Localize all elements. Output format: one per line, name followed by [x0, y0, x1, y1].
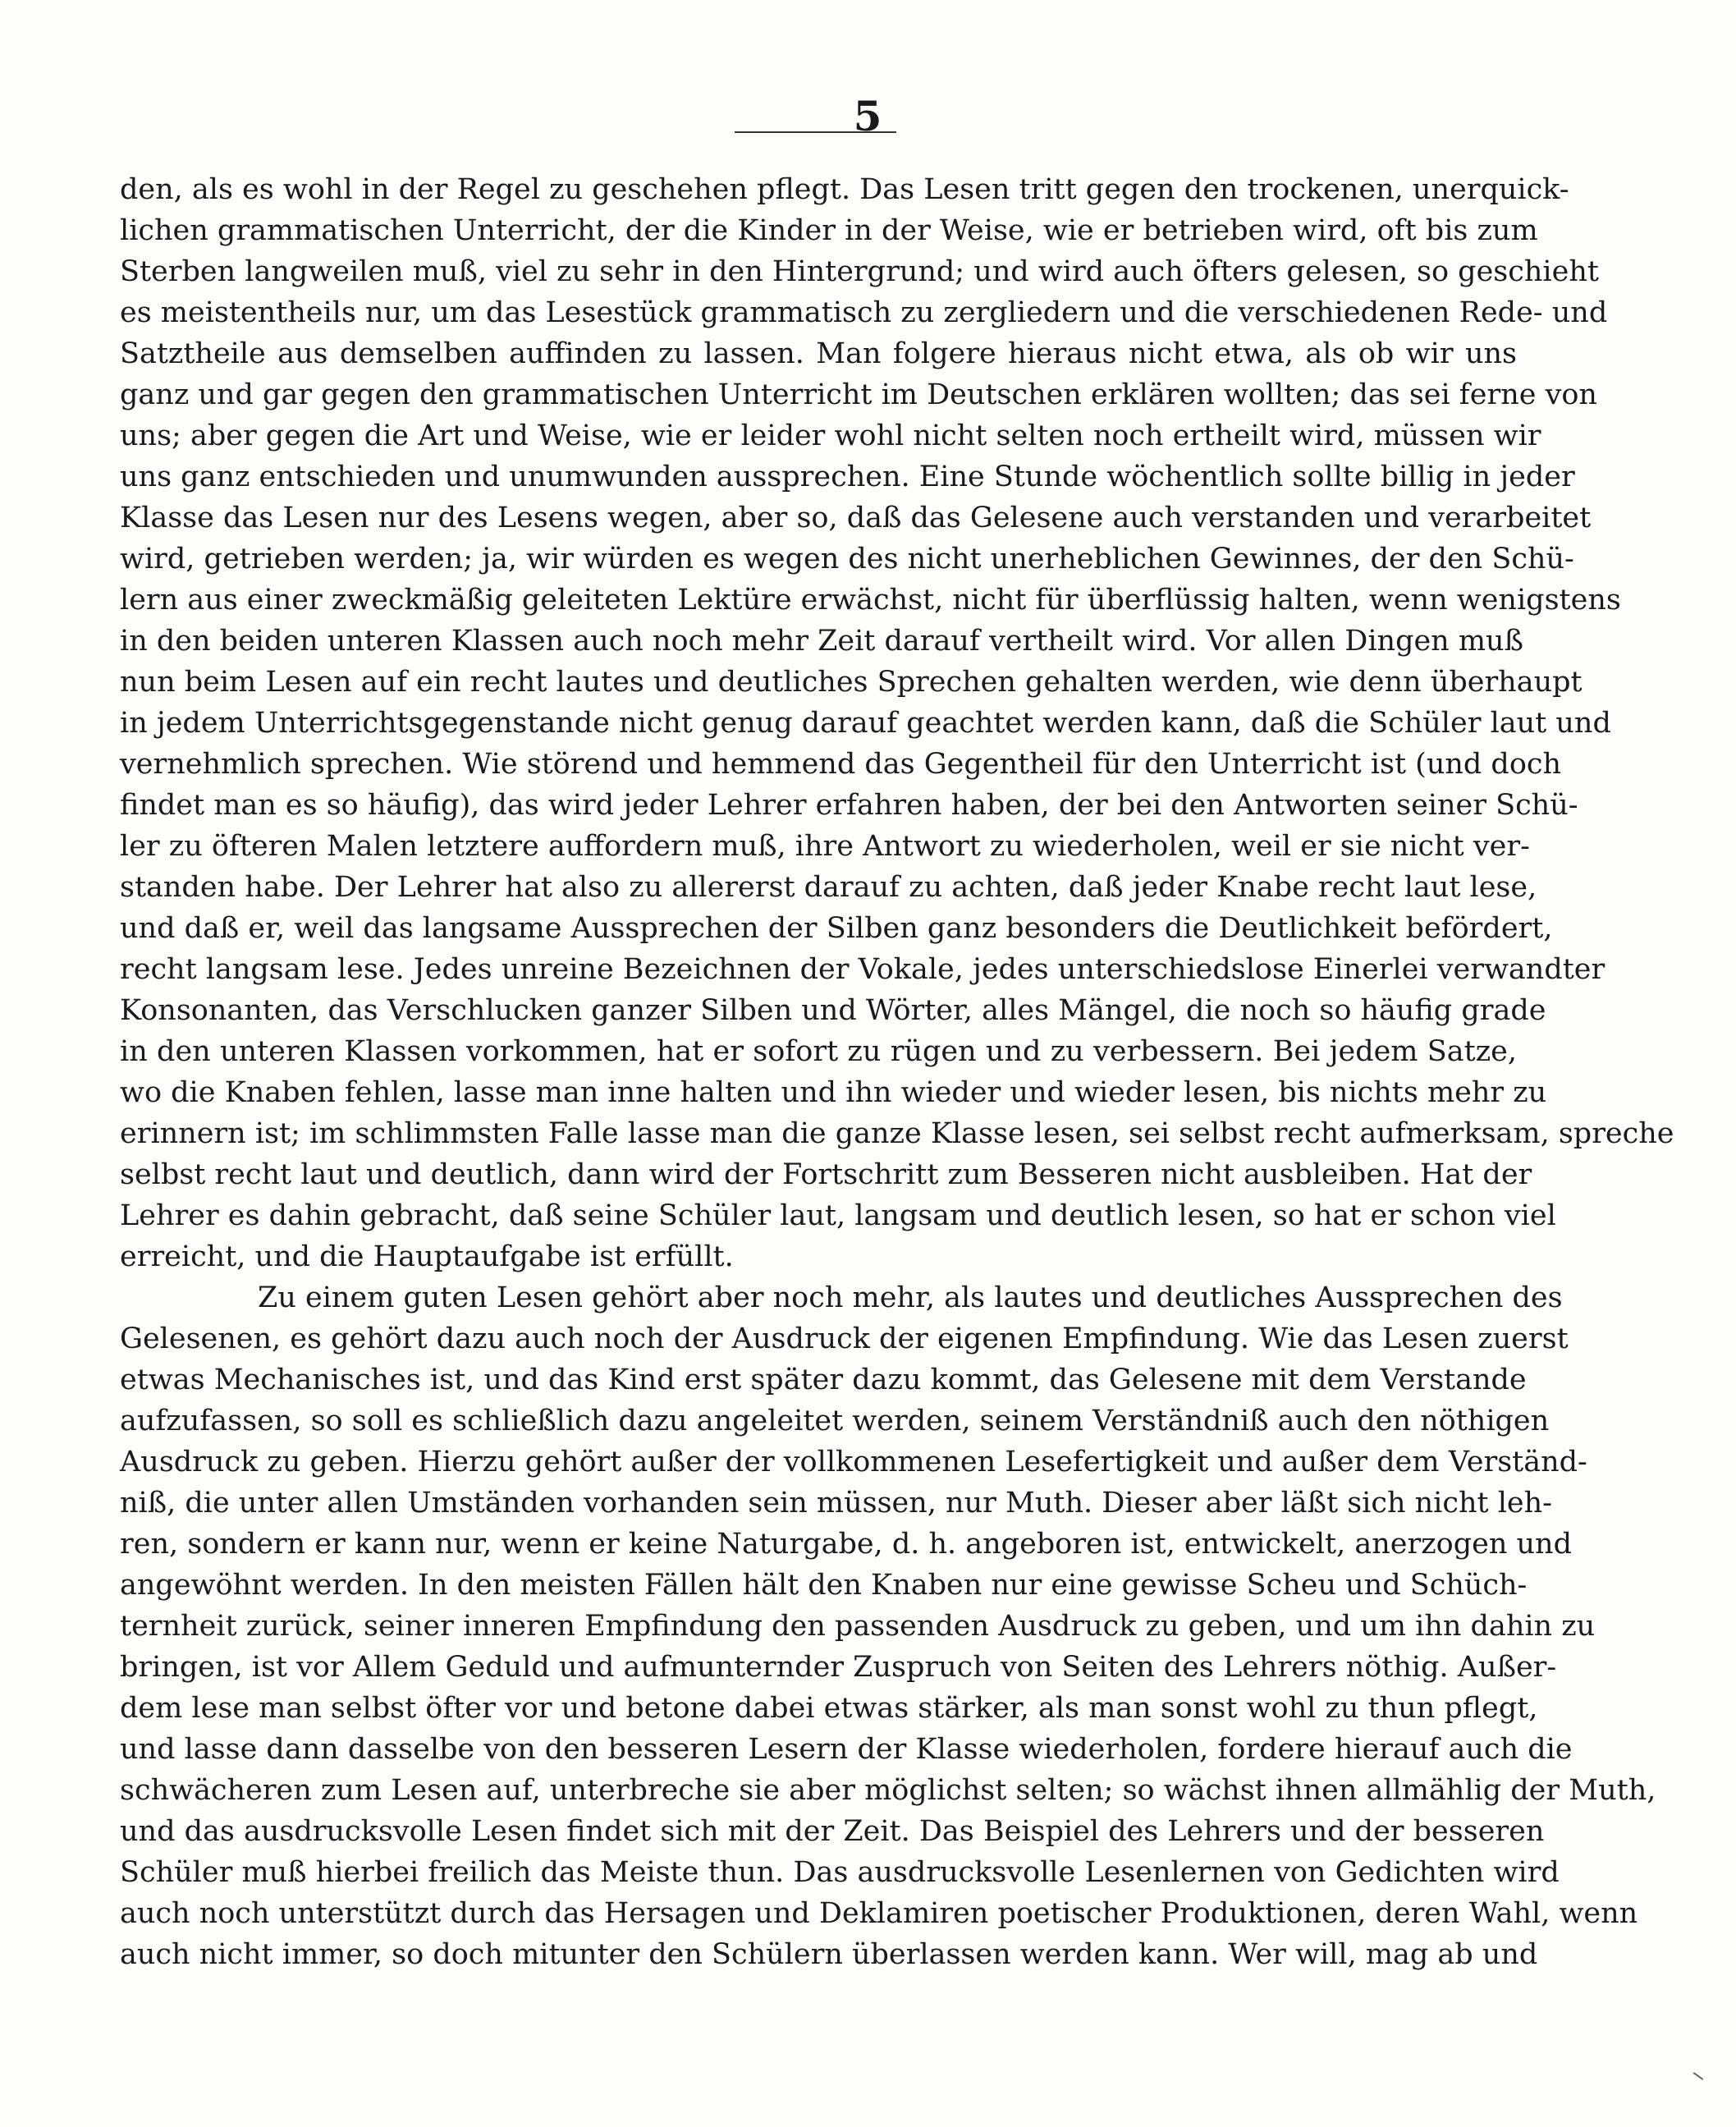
text-line: ler zu öfteren Malen letztere auffordern muß, ihre Antwort zu wiederholen, weil er sie nicht ver-	[120, 830, 1530, 863]
text-line: schwächeren zum Lesen auf, unterbreche sie aber möglichst selten; so wächst ihnen allmählig der Muth,	[120, 1774, 1656, 1807]
text-line: Satztheile aus demselben auffinden zu lassen. Man folgere hieraus nicht etwa, als ob wir uns	[120, 337, 1517, 370]
text-line: Lehrer es dahin gebracht, daß seine Schüler laut, langsam und deutlich lesen, so hat er schon viel	[120, 1199, 1556, 1232]
text-line	[120, 1975, 1517, 2016]
body-text	[120, 169, 1674, 2016]
text-line: wo die Knaben fehlen, lasse man inne halten und ihn wieder und wieder lesen, bis nichts mehr zu	[120, 1076, 1547, 1109]
stray-mark	[1693, 2072, 1704, 2080]
paragraph-end-line: erreicht, und die Hauptaufgabe ist erfüllt.	[120, 1240, 734, 1273]
text-line: Sterben langweilen muß, viel zu sehr in den Hintergrund; und wird auch öfters gelesen, so geschieht	[120, 255, 1599, 288]
text-line: uns ganz entschieden und unumwunden aussprechen. Eine Stunde wöchentlich sollte billig in jeder	[120, 461, 1575, 493]
text-line: ren, sondern er kann nur, wenn er keine Naturgabe, d. h. angeboren ist, entwickelt, anerzogen und	[120, 1528, 1572, 1561]
text-line: lern aus einer zweckmäßig geleiteten Lektüre erwächst, nicht für überflüssig halten, wenn wenigstens	[120, 584, 1621, 617]
text-line: lichen grammatischen Unterricht, der die Kinder in der Weise, wie er betrieben wird, oft bis zum	[120, 214, 1538, 247]
text-line: den, als es wohl in der Regel zu geschehen pflegt. Das Lesen tritt gegen den trockenen, unerquick-	[120, 173, 1569, 206]
text-line: erinnern ist; im schlimmsten Falle lasse man die ganze Klasse lesen, sei selbst recht aufmerksam, spreche	[120, 1117, 1674, 1150]
text-line: wird, getrieben werden; ja, wir würden es wegen des nicht unerheblichen Gewinnes, der den Schü-	[120, 543, 1574, 575]
text-line: etwas Mechanisches ist, und das Kind erst später dazu kommt, das Gelesene mit dem Verstande	[120, 1364, 1527, 1396]
text-line: es meistentheils nur, um das Lesestück grammatisch zu zergliedern und die verschiedenen Rede- und	[120, 296, 1608, 329]
text-line: uns; aber gegen die Art und Weise, wie er leider wohl nicht selten noch ertheilt wird, müssen wir	[120, 419, 1541, 452]
text-line: und das ausdrucksvolle Lesen findet sich mit der Zeit. Das Beispiel des Lehrers und der besseren	[120, 1815, 1545, 1848]
text-line: recht langsam lese. Jedes unreine Bezeichnen der Vokale, jedes unterschiedslose Einerlei verwandter	[120, 953, 1605, 986]
text-line: aufzufassen, so soll es schließlich dazu angeleitet werden, seinem Verständniß auch den nöthigen	[120, 1405, 1550, 1437]
text-line: bringen, ist vor Allem Geduld und aufmunternder Zuspruch von Seiten des Lehrers nöthig. Außer-	[120, 1651, 1557, 1684]
text-line: Gelesenen, es gehört dazu auch noch der Ausdruck der eigenen Empfindung. Wie das Lesen zuerst	[120, 1322, 1569, 1355]
paragraph-start-line: Zu einem guten Lesen gehört aber noch mehr, als lautes und deutliches Aussprechen des	[258, 1281, 1563, 1314]
text-line: auch noch unterstützt durch das Hersagen und Deklamiren poetischer Produktionen, deren Wahl, wenn	[120, 1897, 1638, 1930]
text-line: in den beiden unteren Klassen auch noch mehr Zeit darauf vertheilt wird. Vor allen Dingen muß	[120, 625, 1523, 658]
text-line: dem lese man selbst öfter vor und betone dabei etwas stärker, als man sonst wohl zu thun pflegt,	[120, 1692, 1538, 1725]
text-line: und lasse dann dasselbe von den besseren Lesern der Klasse wiederholen, fordere hierauf auch die	[120, 1733, 1573, 1766]
text-line: selbst recht laut und deutlich, dann wird der Fortschritt zum Besseren nicht ausbleiben. Hat der	[120, 1158, 1532, 1191]
text-line: Klasse das Lesen nur des Lesens wegen, aber so, daß das Gelesene auch verstanden und verarbeitet	[120, 502, 1592, 534]
text-line: ternheit zurück, seiner inneren Empfindung den passenden Ausdruck zu geben, und um ihn dahin zu	[120, 1610, 1596, 1643]
text-line: ganz und gar gegen den grammatischen Unterricht im Deutschen erklären wollten; das sei ferne von	[120, 378, 1597, 411]
text-line: nun beim Lesen auf ein recht lautes und deutliches Sprechen gehalten werden, wie denn überhaupt	[120, 666, 1583, 699]
text-line: auch nicht immer, so doch mitunter den Schülern überlassen werden kann. Wer will, mag ab und	[120, 1938, 1538, 1971]
text-line: niß, die unter allen Umständen vorhanden sein müssen, nur Muth. Dieser aber läßt sich nicht leh-	[120, 1487, 1552, 1520]
text-line: vernehmlich sprechen. Wie störend und hemmend das Gegentheil für den Unterricht ist (und doch	[120, 748, 1562, 781]
text-line: standen habe. Der Lehrer hat also zu allererst darauf zu achten, daß jeder Knabe recht laut lese,	[120, 871, 1537, 904]
text-line: in jedem Unterrichtsgegenstande nicht genug darauf geachtet werden kann, daß die Schüler laut und	[120, 707, 1611, 740]
text-line: Ausdruck zu geben. Hierzu gehört außer der vollkommenen Lesefertigkeit und außer dem Verständ-	[120, 1446, 1587, 1478]
text-line: Konsonanten, das Verschlucken ganzer Silben und Wörter, alles Mängel, die noch so häufig grade	[120, 994, 1546, 1027]
page-number: 5	[853, 92, 883, 140]
header-rule	[735, 131, 896, 133]
text-line: findet man es so häufig), das wird jeder Lehrer erfahren haben, der bei den Antworten seiner Schü-	[120, 789, 1578, 822]
text-line: und daß er, weil das langsame Aussprechen der Silben ganz besonders die Deutlichkeit befördert,	[120, 912, 1553, 945]
text-line: in den unteren Klassen vorkommen, hat er sofort zu rügen und zu verbessern. Bei jedem Satze,	[120, 1035, 1517, 1068]
text-line: Schüler muß hierbei freilich das Meiste thun. Das ausdrucksvolle Lesenlernen von Gedichten wird	[120, 1856, 1560, 1889]
text-line: angewöhnt werden. In den meisten Fällen hält den Knaben nur eine gewisse Scheu und Schüch-	[120, 1569, 1528, 1602]
